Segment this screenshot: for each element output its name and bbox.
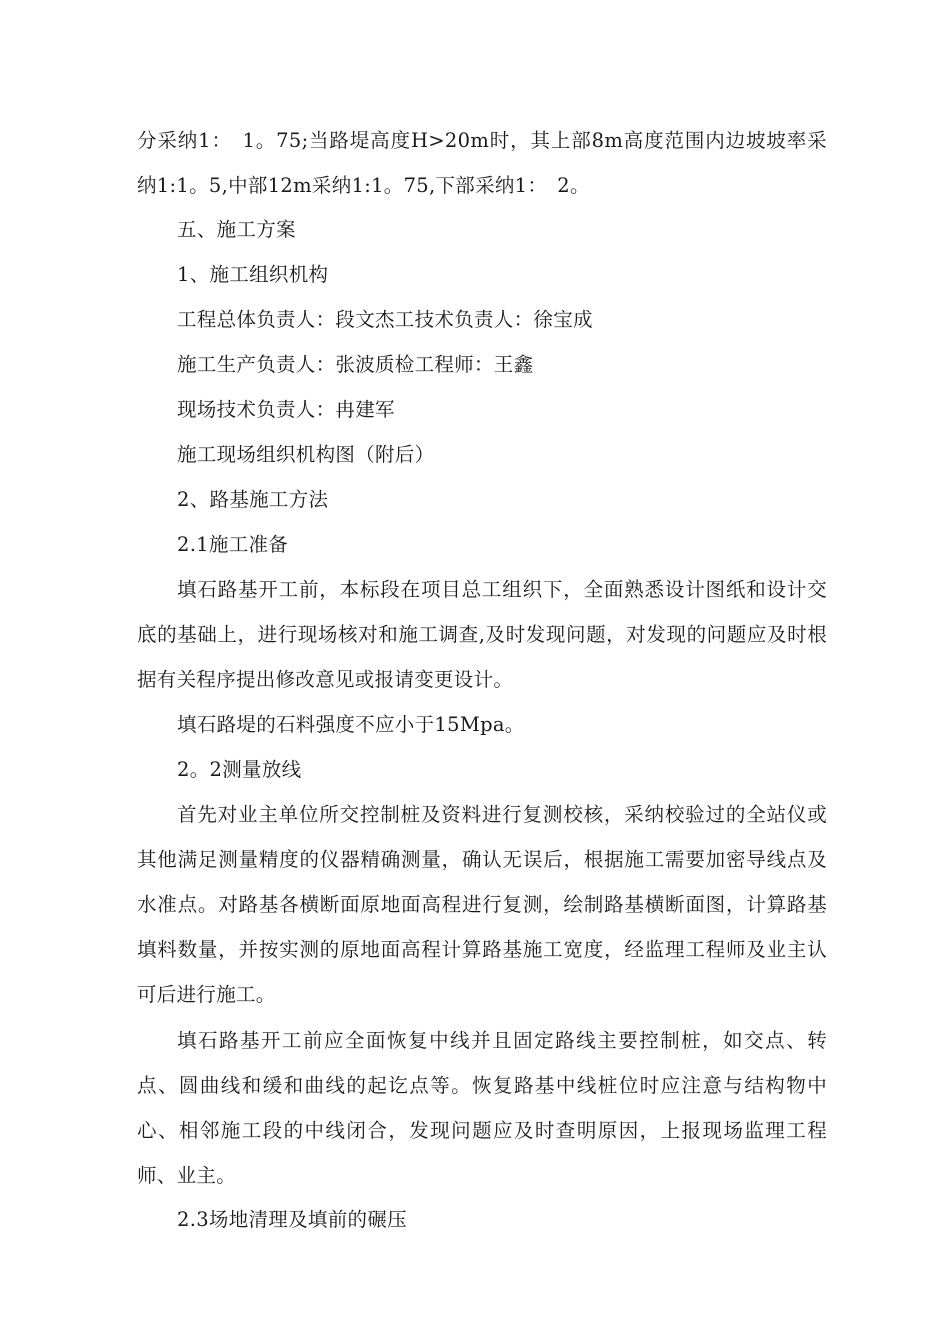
heading-subgrade-method: 2、路基施工方法 <box>177 488 329 511</box>
paragraph-site-tech-lead: 现场技术负责人：冉建军 <box>177 398 395 421</box>
paragraph-slope-ratio: 分采纳1： 1。75;当路堤高度H>20m时，其上部8m高度范围内边坡坡率采纳1:1。5,中部12m采纳1:1。75,下部采纳1： 2。 <box>137 129 827 197</box>
paragraph-survey: 首先对业主单位所交控制桩及资料进行复测校核，采纳校验过的全站仪或其他满足测量精度的仪器精确测量，确认无误后，根据施工需要加密导线点及水准点。对路基各横断面原地面高程进行复测，绘制路基横断面图，计算路基填料数量，并按实测的原地面高程计算路基施工宽度，经监理工程师及业主认可后进行施工。 <box>137 803 827 1006</box>
paragraph-stone-strength: 填石路堤的石料强度不应小于15Mpa。 <box>177 713 525 736</box>
heading-survey: 2。2测量放线 <box>177 758 302 781</box>
heading-site-clearing: 2.3场地清理及填前的碾压 <box>177 1208 407 1231</box>
paragraph-centerline: 填石路基开工前应全面恢复中线并且固定路线主要控制桩，如交点、转点、圆曲线和缓和曲线的起讫点等。恢复路基中线桩位时应注意与结构物中心、相邻施工段的中线闭合，发现问题应及时查明原因，上报现场监理工程师、业主。 <box>137 1029 827 1187</box>
paragraph-production-leads: 施工生产负责人：张波质检工程师：王鑫 <box>177 353 534 376</box>
heading-organization: 1、施工组织机构 <box>177 263 329 286</box>
paragraph-preparation: 填石路基开工前，本标段在项目总工组织下，全面熟悉设计图纸和设计交底的基础上，进行现场核对和施工调查,及时发现问题，对发现的问题应及时根据有关程序提出修改意见或报请变更设计。 <box>137 578 827 691</box>
heading-preparation: 2.1施工准备 <box>177 533 289 556</box>
paragraph-project-leads: 工程总体负责人：段文杰工技术负责人：徐宝成 <box>177 308 593 331</box>
heading-construction-plan: 五、施工方案 <box>177 218 296 241</box>
paragraph-org-chart-note: 施工现场组织机构图（附后） <box>177 443 435 466</box>
